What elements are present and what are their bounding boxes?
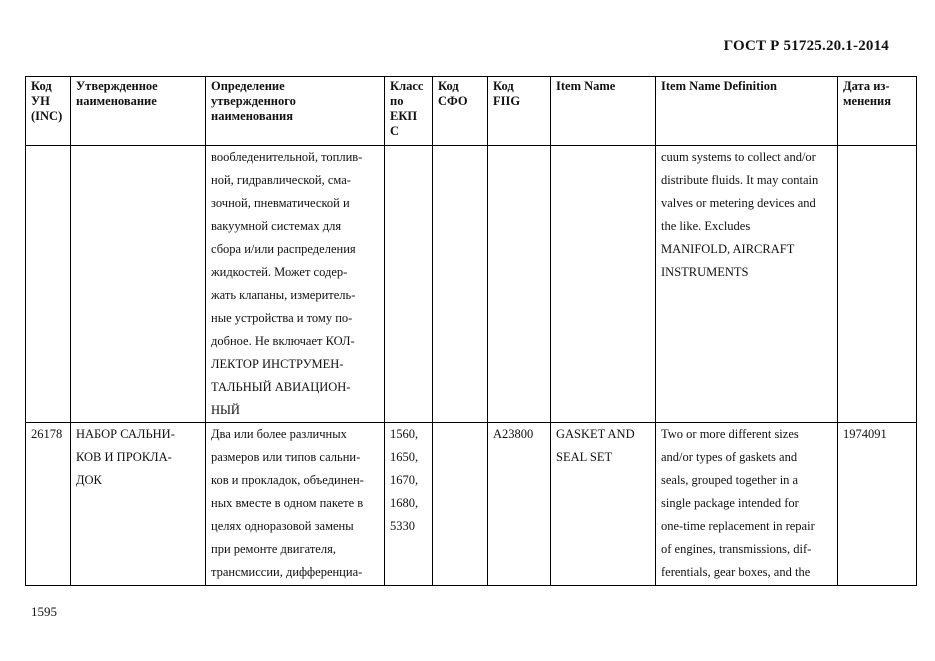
header-line: ЕКП <box>390 109 418 123</box>
cell-line: КОВ И ПРОКЛА- <box>76 450 172 464</box>
cell-line: one-time replacement in repair <box>661 519 815 533</box>
class-cell <box>385 423 433 586</box>
cell-line: НЫЙ <box>211 403 240 417</box>
header-line: Код <box>493 79 514 93</box>
document-header: ГОСТ Р 51725.20.1-2014 <box>723 38 889 54</box>
cell-line: seals, grouped together in a <box>661 473 799 487</box>
header-line: (INC) <box>31 109 63 123</box>
cell-line: добное. Не включает КОЛ- <box>211 334 355 348</box>
definition-en-cell <box>656 146 838 423</box>
cell-line: and/or types of gaskets and <box>661 450 798 464</box>
header-line: Класс <box>390 79 424 93</box>
definition-ru-cell <box>206 423 385 586</box>
cell-line: размеров или типов сальни- <box>211 450 361 464</box>
header-row <box>26 77 917 146</box>
cell-line: 1560, <box>390 427 419 441</box>
header-approved-name <box>71 77 206 146</box>
cell-line: 26178 <box>31 427 63 441</box>
header-line: FIIG <box>493 94 521 108</box>
cell-line: ков и прокладок, объединен- <box>211 473 364 487</box>
header-line: Item Name <box>556 79 616 93</box>
header-line: наименование <box>76 94 157 108</box>
header-line: УН <box>31 94 50 108</box>
change-date-cell <box>838 423 917 586</box>
header-line: С <box>390 124 400 138</box>
cell-line: 1680, <box>390 496 419 510</box>
header-change-date <box>838 77 917 146</box>
header-line: наименования <box>211 109 294 123</box>
header-item-name <box>551 77 656 146</box>
cell-line: ТАЛЬНЫЙ АВИАЦИОН- <box>211 380 351 394</box>
cell-line: SEAL SET <box>556 450 613 464</box>
inc-cell <box>26 423 71 586</box>
change-date-cell <box>838 146 917 423</box>
item-name-cell <box>551 146 656 423</box>
table-header <box>26 77 917 146</box>
header-definition-ru <box>206 77 385 146</box>
sfo-cell <box>433 423 488 586</box>
cell-line: valves or metering devices and <box>661 196 816 210</box>
header-line: по <box>390 94 404 108</box>
cell-line: Два или более различных <box>211 427 347 441</box>
cell-line: вообледенительной, топлив- <box>211 150 363 164</box>
header-line: менения <box>843 94 891 108</box>
page-number: 1595 <box>31 604 57 619</box>
cell-line: зочной, пневматической и <box>211 196 350 210</box>
cell-line: жидкостей. Может содер- <box>211 265 348 279</box>
approved-name-cell <box>71 423 206 586</box>
cell-line: вакуумной системах для <box>211 219 342 233</box>
header-line: Item Name Definition <box>661 79 777 93</box>
fiig-cell <box>488 146 551 423</box>
cell-line: сбора и/или распределения <box>211 242 356 256</box>
definition-en-cell <box>656 423 838 586</box>
header-line: СФО <box>438 94 468 108</box>
cell-line: ferentials, gear boxes, and the <box>661 565 811 579</box>
item-name-cell <box>551 423 656 586</box>
cell-line: трансмиссии, дифференциа- <box>211 565 363 579</box>
cell-line: 1670, <box>390 473 419 487</box>
cell-line: cuum systems to collect and/or <box>661 150 816 164</box>
header-line: Код <box>438 79 459 93</box>
inc-cell <box>26 146 71 423</box>
catalog-table <box>25 76 917 586</box>
cell-line: 1650, <box>390 450 419 464</box>
cell-line: ной, гидравлической, сма- <box>211 173 351 187</box>
cell-line: GASKET AND <box>556 427 635 441</box>
cell-line: ных вместе в одном пакете в <box>211 496 364 510</box>
cell-line: the like. Excludes <box>661 219 751 233</box>
header-line: Определение <box>211 79 285 93</box>
cell-line: single package intended for <box>661 496 799 510</box>
header-line: утвержденного <box>211 94 296 108</box>
cell-line: ные устройства и тому по- <box>211 311 353 325</box>
cell-line: distribute fluids. It may contain <box>661 173 819 187</box>
cell-line: ДОК <box>76 473 102 487</box>
header-sfo <box>433 77 488 146</box>
table-body <box>26 146 917 586</box>
cell-line: 5330 <box>390 519 415 533</box>
cell-line: Two or more different sizes <box>661 427 799 441</box>
header-item-name-definition <box>656 77 838 146</box>
cell-line: жать клапаны, измеритель- <box>211 288 356 302</box>
table-row <box>26 423 917 586</box>
cell-line: INSTRUMENTS <box>661 265 749 279</box>
sfo-cell <box>433 146 488 423</box>
approved-name-cell <box>71 146 206 423</box>
cell-line: MANIFOLD, AIRCRAFT <box>661 242 795 256</box>
fiig-cell <box>488 423 551 586</box>
table-row <box>26 146 917 423</box>
cell-line: 1974091 <box>843 427 887 441</box>
cell-line: целях одноразовой замены <box>211 519 354 533</box>
cell-line: ЛЕКТОР ИНСТРУМЕН- <box>211 357 344 371</box>
header-fiig <box>488 77 551 146</box>
definition-ru-cell <box>206 146 385 423</box>
cell-line: при ремонте двигателя, <box>211 542 336 556</box>
cell-line: A23800 <box>493 427 534 441</box>
class-cell <box>385 146 433 423</box>
header-inc <box>26 77 71 146</box>
header-line: Дата из- <box>843 79 890 93</box>
cell-line: НАБОР САЛЬНИ- <box>76 427 175 441</box>
cell-line: of engines, transmissions, dif- <box>661 542 812 556</box>
header-line: Код <box>31 79 52 93</box>
header-line: Утвержденное <box>76 79 158 93</box>
header-class <box>385 77 433 146</box>
